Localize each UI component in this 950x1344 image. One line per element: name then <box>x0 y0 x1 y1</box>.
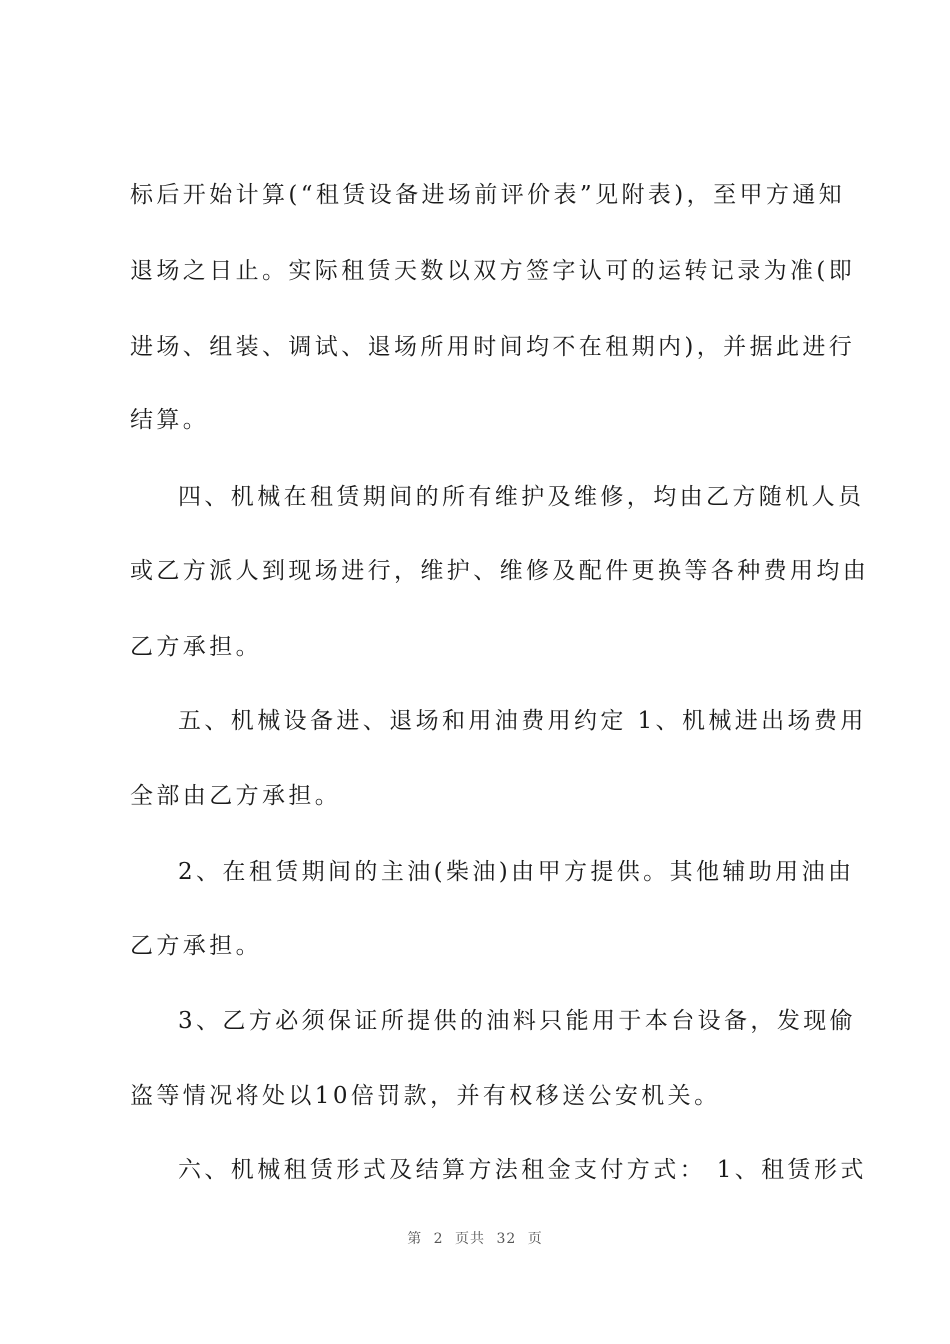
paragraph-line: 3、乙方必须保证所提供的油料只能用于本台设备，发现偷 <box>178 1008 857 1034</box>
paragraph-line: 六、机械租赁形式及结算方法租金支付方式： 1、租赁形式 <box>178 1157 867 1183</box>
paragraph-line: 盗等情况将处以10倍罚款，并有权移送公安机关。 <box>130 1083 721 1109</box>
page-number-footer: 第 2 页共 32 页 <box>407 1231 543 1247</box>
paragraph-line: 四、机械在租赁期间的所有维护及维修，均由乙方随机人员 <box>178 484 865 510</box>
paragraph-line: 结算。 <box>130 407 210 433</box>
paragraph-line: 2、在租赁期间的主油(柴油)由甲方提供。其他辅助用油由 <box>178 859 855 885</box>
paragraph-line: 进场、组装、调试、退场所用时间均不在租期内)，并据此进行 <box>130 334 856 360</box>
paragraph-line: 乙方承担。 <box>130 933 262 959</box>
paragraph-line: 五、机械设备进、退场和用油费用约定 1、机械进出场费用 <box>178 708 867 734</box>
paragraph-line: 乙方承担。 <box>130 634 262 660</box>
paragraph-line: 标后开始计算(“租赁设备进场前评价表”见附表)，至甲方通知 <box>130 182 846 208</box>
paragraph-line: 全部由乙方承担。 <box>130 783 342 809</box>
paragraph-line: 或乙方派人到现场进行，维护、维修及配件更换等各种费用均由 <box>130 558 870 584</box>
paragraph-line: 退场之日止。实际租赁天数以双方签字认可的运转记录为准(即 <box>130 258 856 284</box>
